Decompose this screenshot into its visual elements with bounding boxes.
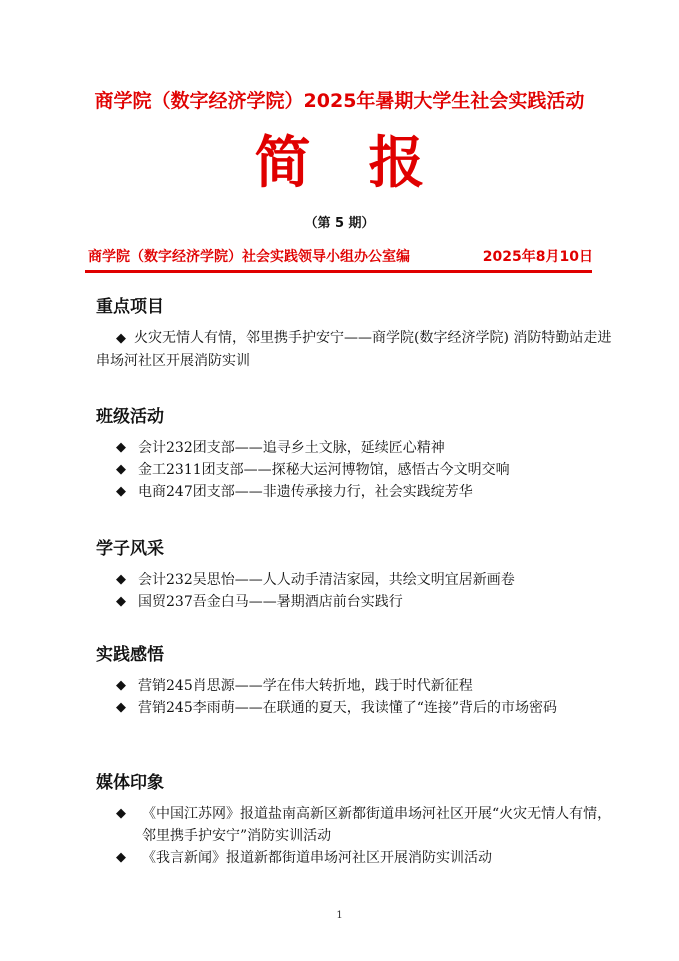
list-item-text: 营销245肖思源——学在伟大转折地，践于时代新征程 — [138, 678, 473, 694]
section-student-highlights — [96, 534, 616, 613]
diamond-bullet-icon: ◆ — [116, 484, 126, 499]
section-list — [96, 437, 616, 503]
section-media-coverage — [96, 768, 616, 869]
section-list — [96, 327, 616, 372]
editor-name: 商学院（数字经济学院）社会实践领导小组办公室编 — [88, 249, 410, 265]
list-item-text: 会计232团支部——追寻乡土文脉，延续匠心精神 — [138, 440, 445, 456]
list-item — [96, 803, 616, 847]
section-heading: 重点项目 — [96, 297, 164, 317]
section-key-projects — [96, 292, 616, 372]
list-item — [96, 569, 616, 591]
editor-line — [88, 246, 593, 266]
list-item — [96, 437, 616, 459]
bulletin-header-title: 商学院（数字经济学院）2025年暑期大学生社会实践活动 — [94, 90, 585, 112]
publish-date: 2025年8月10日 — [482, 249, 593, 265]
list-item-text: 电商247团支部——非遗传承接力行，社会实践绽芳华 — [138, 484, 473, 500]
list-item — [96, 591, 616, 613]
issue-number: （第 5 期） — [304, 216, 375, 231]
section-heading: 班级活动 — [96, 407, 164, 427]
section-list — [96, 675, 616, 719]
page-number: 1 — [336, 910, 343, 921]
header-divider — [85, 270, 592, 273]
list-item — [96, 327, 616, 372]
list-item — [96, 847, 616, 869]
section-class-activities — [96, 402, 616, 503]
diamond-bullet-icon: ◆ — [116, 700, 126, 715]
list-item — [96, 675, 616, 697]
list-item-text: 营销245李雨萌——在联通的夏天，我读懂了“连接”背后的市场密码 — [138, 700, 558, 716]
diamond-bullet-icon: ◆ — [116, 678, 126, 693]
section-heading: 学子风采 — [96, 539, 164, 559]
diamond-bullet-icon: ◆ — [116, 462, 126, 477]
section-heading: 媒体印象 — [96, 773, 164, 793]
diamond-bullet-icon: ◆ — [116, 594, 126, 609]
bulletin-main-title: 简报 — [254, 131, 483, 196]
diamond-bullet-icon: ◆ — [116, 572, 126, 587]
list-item-text: 《我言新闻》报道新都街道串场河社区开展消防实训活动 — [142, 850, 492, 866]
list-item — [96, 459, 616, 481]
section-heading: 实践感悟 — [96, 645, 164, 665]
section-list — [96, 803, 616, 869]
list-item-text: 火灾无情人有情，邻里携手护安宁——商学院(数字经济学院) 消防特勤站走进串场河社区开展消防实训 — [96, 330, 612, 369]
diamond-bullet-icon: ◆ — [116, 850, 126, 865]
section-list — [96, 569, 616, 613]
list-item — [96, 697, 616, 719]
list-item-text: 金工2311团支部——探秘大运河博物馆，感悟古今文明交响 — [138, 462, 510, 478]
diamond-bullet-icon: ◆ — [116, 440, 126, 455]
list-item-text: 国贸237吾金白马——暑期酒店前台实践行 — [138, 594, 403, 610]
diamond-bullet-icon: ◆ — [116, 331, 126, 346]
list-item — [96, 481, 616, 503]
section-practice-reflections — [96, 640, 616, 719]
diamond-bullet-icon: ◆ — [116, 806, 126, 821]
list-item-text: 《中国江苏网》报道盐南高新区新都街道串场河社区开展“火灾无情人有情，邻里携手护安宁”消防实训活动 — [142, 806, 612, 844]
list-item-text: 会计232吴思怡——人人动手清洁家园，共绘文明宜居新画卷 — [138, 572, 515, 588]
